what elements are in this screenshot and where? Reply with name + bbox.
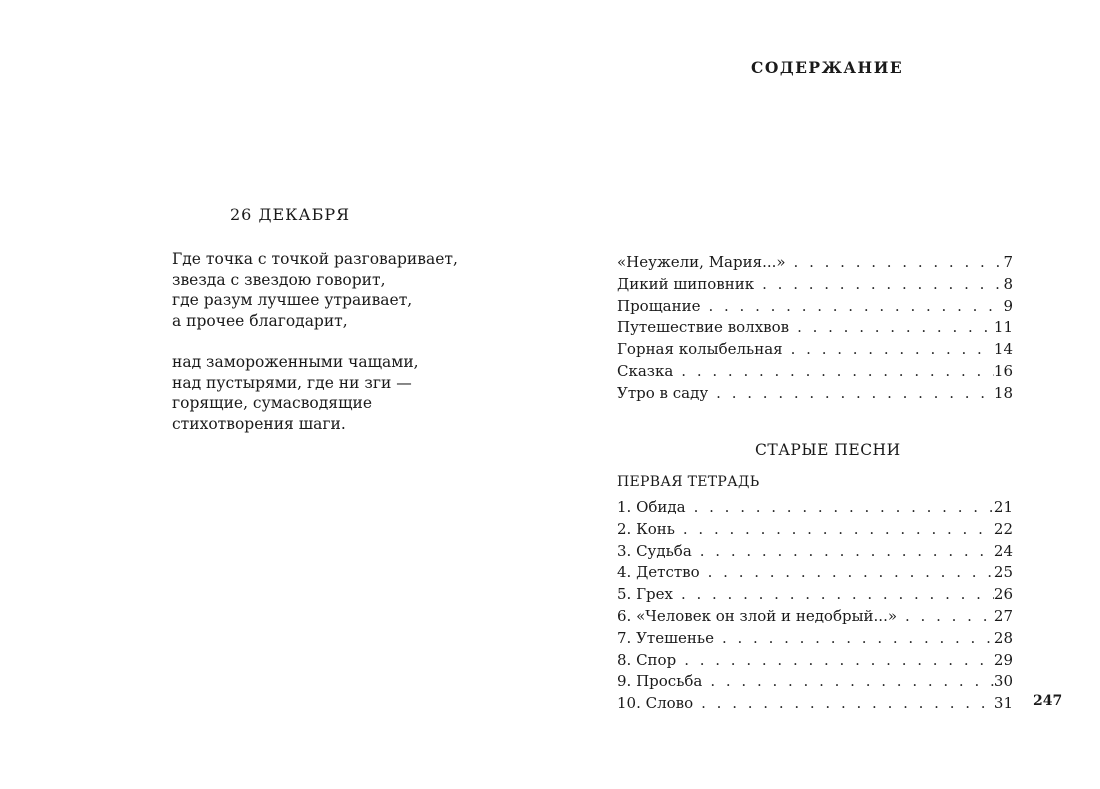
- toc-entry-page-number: 22: [993, 519, 1013, 538]
- poem-title: 26 ДЕКАБРЯ: [230, 205, 351, 224]
- dot-leader: [708, 562, 994, 584]
- toc-entry-page-number: 8: [1003, 274, 1013, 293]
- toc-entry-page-number: 26: [993, 585, 1013, 604]
- toc-entry-title: Сказка: [617, 361, 674, 380]
- toc-entry-title: 2. Конь: [617, 519, 675, 538]
- poem-line: горящие, сумасводящие: [172, 394, 372, 412]
- dot-leader: [701, 693, 994, 715]
- poem-line: над пустырями, где ни зги —: [172, 373, 412, 392]
- poem-line: а прочее благодарит,: [172, 311, 348, 330]
- toc-entry[interactable]: [617, 497, 1013, 519]
- toc-entry[interactable]: [617, 693, 1013, 715]
- dot-leader: [794, 252, 1003, 274]
- toc-entry[interactable]: [617, 541, 1013, 563]
- dot-leader: [905, 606, 994, 628]
- toc-entry[interactable]: [617, 650, 1013, 672]
- poem-line: стихотворения шаги.: [172, 414, 346, 433]
- dot-leader: [710, 671, 994, 693]
- toc-entry[interactable]: [617, 383, 1013, 405]
- poem-stanza: [172, 249, 512, 331]
- toc-entry-title: 1. Обида: [617, 498, 686, 516]
- toc-entry-title: «Неужели, Мария...»: [617, 253, 786, 271]
- poem-line: где разум лучшее утраивает,: [172, 291, 413, 309]
- toc-entry-title: 8. Спор: [617, 650, 677, 669]
- dot-leader: [683, 519, 994, 541]
- dot-leader: [722, 628, 994, 650]
- toc-entry[interactable]: [617, 562, 1013, 584]
- toc-entry-page-number: 16: [993, 361, 1013, 380]
- toc-entry[interactable]: [617, 252, 1013, 274]
- toc-list: [617, 252, 1013, 405]
- toc-entry-title: 3. Судьба: [617, 541, 692, 560]
- poem-line: Где точка с точкой разговаривает,: [172, 250, 458, 268]
- dot-leader: [708, 296, 1003, 318]
- toc-entry-page-number: 18: [993, 383, 1013, 402]
- toc-entry-title: Прощание: [617, 296, 701, 315]
- toc-entry[interactable]: [617, 519, 1013, 541]
- page-number: 247: [1033, 693, 1063, 709]
- toc-entry-title: 4. Детство: [617, 563, 700, 582]
- poem-line: звезда с звездою говорит,: [172, 270, 386, 289]
- dot-leader: [797, 317, 994, 339]
- toc-entry-title: Утро в саду: [617, 383, 709, 402]
- toc-entry[interactable]: [617, 606, 1013, 628]
- toc-entry-page-number: 30: [993, 672, 1013, 691]
- toc-entry-title: Дикий шиповник: [617, 274, 755, 293]
- toc-entry-page-number: 28: [993, 628, 1013, 647]
- toc-entry[interactable]: [617, 584, 1013, 606]
- toc-entry[interactable]: [617, 671, 1013, 693]
- toc-entry[interactable]: [617, 628, 1013, 650]
- toc-entry-title: 6. «Человек он злой и недобрый...»: [617, 606, 898, 625]
- poem-stanza: [172, 352, 512, 434]
- toc-entry[interactable]: [617, 274, 1013, 296]
- toc-entry-page-number: 29: [993, 650, 1013, 669]
- toc-entry[interactable]: [617, 339, 1013, 361]
- toc-entry-page-number: 9: [1003, 296, 1013, 315]
- toc-entry-title: Горная колыбельная: [617, 340, 783, 359]
- subsection-title: ПЕРВАЯ ТЕТРАДЬ: [617, 474, 760, 490]
- dot-leader: [716, 383, 994, 405]
- section-title: СТАРЫЕ ПЕСНИ: [755, 441, 901, 459]
- toc-entry-page-number: 14: [993, 340, 1013, 359]
- dot-leader: [681, 361, 994, 383]
- toc-entry[interactable]: [617, 317, 1013, 339]
- toc-entry-title: 10. Слово: [617, 694, 694, 713]
- dot-leader: [791, 339, 994, 361]
- toc-entry-page-number: 27: [993, 606, 1013, 625]
- toc-entry[interactable]: [617, 296, 1013, 318]
- toc-entry-title: 7. Утешенье: [617, 628, 714, 647]
- toc-entry-page-number: 7: [1003, 253, 1013, 271]
- toc-entry-page-number: 24: [993, 541, 1013, 560]
- dot-leader: [684, 650, 994, 672]
- dot-leader: [700, 541, 994, 563]
- toc-entry-title: 5. Грех: [617, 585, 673, 604]
- toc-entry-title: Путешествие волхвов: [617, 318, 790, 337]
- toc-entry-page-number: 11: [993, 318, 1013, 337]
- toc-list: [617, 497, 1013, 715]
- poem-body: [172, 249, 512, 455]
- toc-entry-page-number: 31: [993, 694, 1013, 713]
- dot-leader: [681, 584, 994, 606]
- dot-leader: [762, 274, 1003, 296]
- toc-entry-page-number: 25: [993, 563, 1013, 582]
- contents-heading: СОДЕРЖАНИЕ: [751, 58, 904, 77]
- poem-line: над замороженными чащами,: [172, 353, 419, 371]
- toc-entry[interactable]: [617, 361, 1013, 383]
- toc-entry-title: 9. Просьба: [617, 672, 703, 691]
- dot-leader: [694, 497, 994, 519]
- toc-entry-page-number: 21: [993, 498, 1013, 516]
